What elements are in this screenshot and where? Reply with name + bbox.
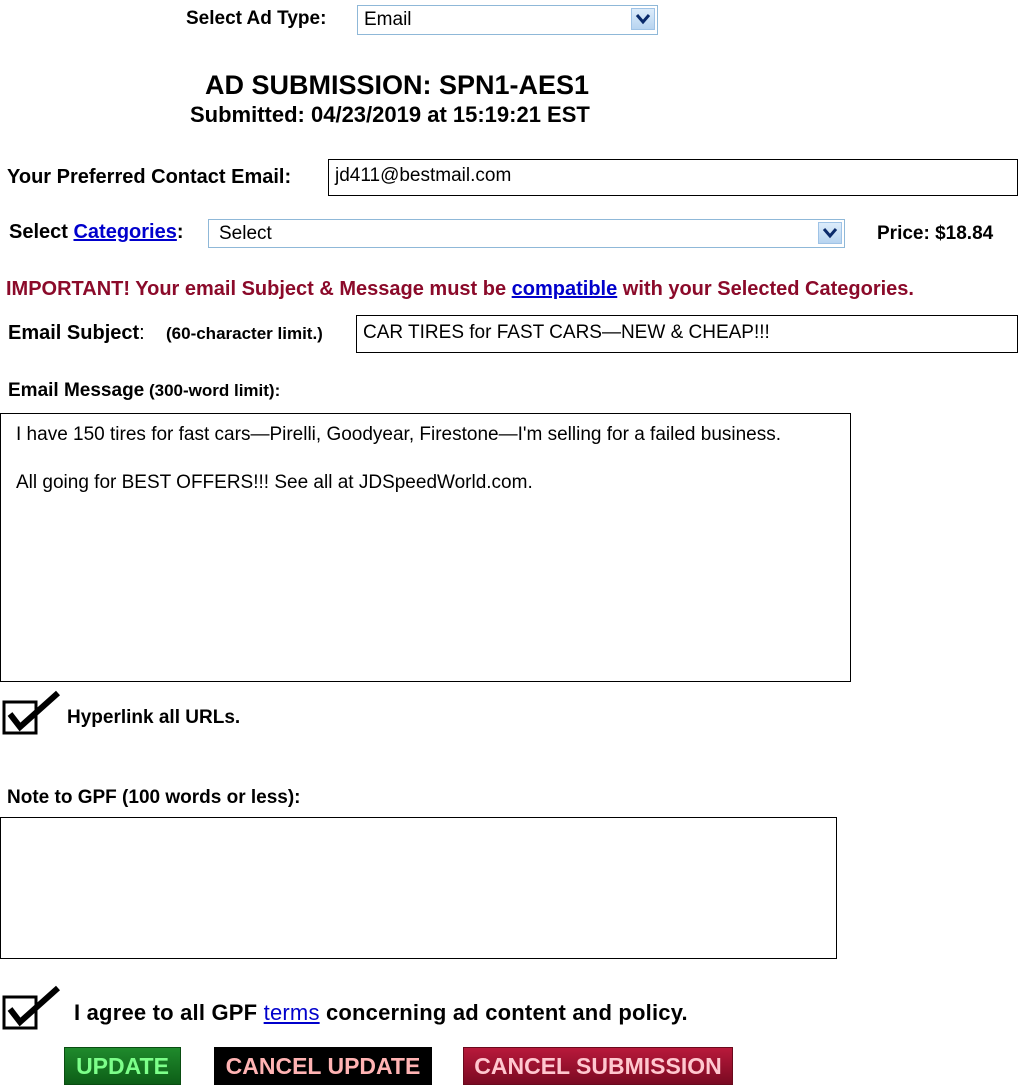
price-label: Price: $18.84 [877, 223, 994, 244]
important-prefix: IMPORTANT! Your email Subject & Message must be [6, 278, 512, 300]
chevron-down-icon[interactable] [631, 8, 655, 30]
submitted-timestamp: Submitted: 04/23/2019 at 15:19:21 EST [190, 102, 590, 127]
contact-email-label: Your Preferred Contact Email: [7, 166, 292, 188]
email-message-label [8, 380, 280, 402]
categories-label [9, 221, 184, 244]
categories-label-suffix: : [176, 221, 184, 243]
checkmark-icon [2, 985, 60, 1031]
email-subject-limit: (60-character limit.) [166, 324, 323, 343]
important-suffix: with your Selected Categories. [617, 278, 914, 300]
terms-link[interactable]: terms [263, 1000, 320, 1025]
email-subject-label-text: Email Subject [8, 322, 140, 344]
categories-label-prefix: Select [9, 221, 74, 243]
email-subject-label [8, 322, 145, 345]
email-message-paragraph: I have 150 tires for fast cars—Pirelli, Goodyear, Firestone—I'm selling for a failed business. [16, 424, 782, 445]
ad-type-select[interactable] [357, 5, 658, 35]
categories-select[interactable] [208, 219, 845, 248]
email-subject-input[interactable]: CAR TIRES for FAST CARS—NEW & CHEAP!!! [356, 315, 1018, 353]
email-subject-colon: : [139, 322, 145, 344]
agree-suffix: concerning ad content and policy. [319, 1000, 688, 1025]
compatible-link[interactable]: compatible [511, 278, 618, 300]
ad-type-label: Select Ad Type: [186, 8, 327, 29]
update-button[interactable]: UPDATE [64, 1047, 181, 1085]
checkmark-icon [2, 690, 60, 736]
page-title: AD SUBMISSION: SPN1-AES1 [205, 70, 590, 100]
contact-email-input[interactable]: jd411@bestmail.com [328, 159, 1018, 196]
important-notice [6, 278, 914, 301]
hyperlink-label: Hyperlink all URLs. [67, 707, 241, 728]
agree-prefix: I agree to all GPF [74, 1000, 264, 1025]
note-textarea[interactable] [0, 817, 837, 959]
chevron-down-icon[interactable] [818, 222, 842, 244]
note-label: Note to GPF (100 words or less): [7, 787, 301, 808]
email-message-limit: (300-word limit): [144, 381, 281, 400]
email-message-label-text: Email Message [8, 380, 145, 401]
hyperlink-checkbox[interactable] [2, 690, 60, 736]
agree-checkbox[interactable] [2, 985, 60, 1031]
agree-label [74, 1000, 688, 1026]
categories-link[interactable]: Categories [73, 221, 177, 243]
email-message-paragraph: All going for BEST OFFERS!!! See all at JDSpeedWorld.com. [16, 472, 533, 493]
categories-select-value: Select [219, 223, 272, 244]
email-message-textarea[interactable] [0, 413, 851, 682]
cancel-submission-button[interactable]: CANCEL SUBMISSION [463, 1047, 733, 1085]
cancel-update-button[interactable]: CANCEL UPDATE [214, 1047, 432, 1085]
ad-type-value: Email [364, 9, 412, 30]
